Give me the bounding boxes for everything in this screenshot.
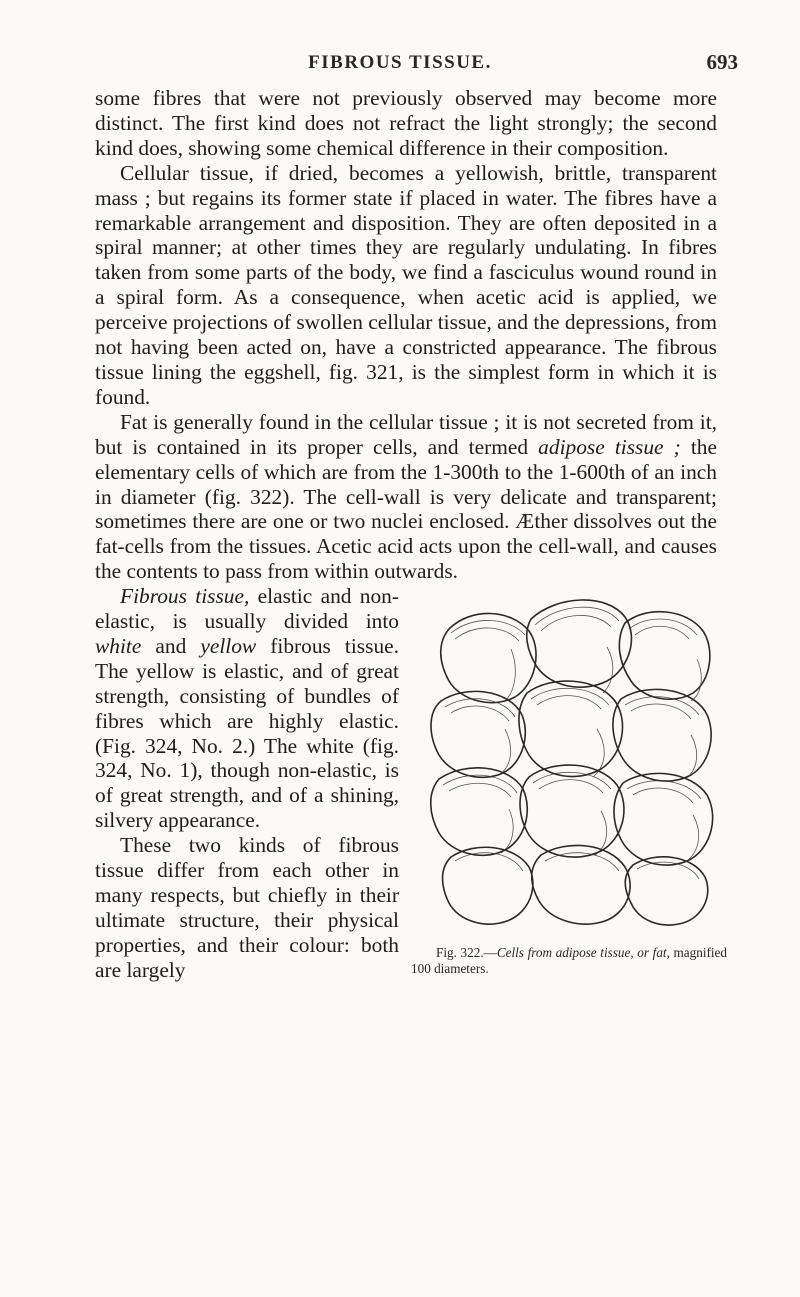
adipose-tissue-term: adipose tissue ; bbox=[538, 434, 681, 459]
paragraph-1: some fibres that were not previously observed may become more distinct. The first kind does not refract the light strongly; the second kind does, showing some chemical difference in their composition. bbox=[95, 86, 717, 160]
fat-cell bbox=[431, 768, 528, 855]
fibrous-tissue-term: Fibrous tissue, bbox=[120, 584, 250, 609]
paragraph-4-text-a: elastic and non-elastic, is usually divided into bbox=[95, 584, 399, 634]
fat-cell bbox=[520, 765, 624, 857]
fat-cells-illustration bbox=[411, 589, 727, 939]
paragraph-2: Cellular tissue, if dried, becomes a yellowish, brittle, transparent mass ; but regains its former state if placed in water. The fibres have a remarkable arrangement and disposition. They are often deposited in a spiral manner; at other times they are regularly undulating. In fibres taken from some parts of the body, we find a fasciculus wound round in a spiral form. As a consequence, when acetic acid is applied, we perceive projections of swollen cellular tissue, and the depressions, from not having been acted on, have a constricted appearance. The fibrous tissue lining the eggshell, fig. 321, is the simplest form in which it is found. bbox=[95, 160, 717, 409]
fat-cell bbox=[441, 614, 536, 703]
yellow-term: yellow bbox=[200, 633, 257, 658]
fat-cell bbox=[443, 847, 533, 924]
caption-rest: magnified 100 diameters. bbox=[411, 945, 728, 976]
fat-cell bbox=[625, 857, 708, 925]
running-title: FIBROUS TISSUE. bbox=[308, 52, 492, 73]
paragraph-3 bbox=[95, 410, 717, 584]
paragraph-4-text-b: and bbox=[141, 633, 201, 658]
figure-322 bbox=[411, 589, 727, 1005]
fat-cell bbox=[431, 692, 525, 778]
figure-caption bbox=[411, 945, 727, 976]
paragraph-5: These two kinds of fibrous tissue differ from each other in many respects, but chiefly in their ultimate structure, their physical properties, and their colour: both are largely bbox=[95, 833, 399, 982]
paragraph-3-text-b: the elementary cells of which are from the 1-300th to the 1-600th of an inch in diameter (fig. 322). The cell-wall is very delicate and transparent; sometimes there are one or two nuclei enclosed. Æther dissolves out the fat-cells from the tissues. Acetic acid acts upon the cell-wall, and causes the contents to pass from within outwards. bbox=[95, 434, 717, 584]
caption-label: Fig. 322.— bbox=[436, 945, 497, 961]
fat-cell bbox=[614, 774, 713, 866]
white-term: white bbox=[95, 633, 142, 658]
page-number: 693 bbox=[706, 50, 738, 74]
caption-title: Cells from adipose tissue, or fat, bbox=[496, 945, 670, 961]
fat-cell bbox=[527, 600, 632, 687]
body-text bbox=[95, 86, 728, 1005]
fat-cell bbox=[619, 612, 710, 700]
paragraph-4-text-c: fibrous tissue. The yellow is elastic, and of great strength, consisting of bundles of fibres which are highly elastic. (Fig. 324, No. 2.) The white (fig. 324, No. 1), though non-elastic, is of great strength, and of a shining, silvery appearance. bbox=[95, 633, 399, 833]
paragraph-3-text-a: Fat is generally found in the cellular tissue ; it is not secreted from it, but is contained in its proper cells, and termed bbox=[95, 409, 717, 459]
